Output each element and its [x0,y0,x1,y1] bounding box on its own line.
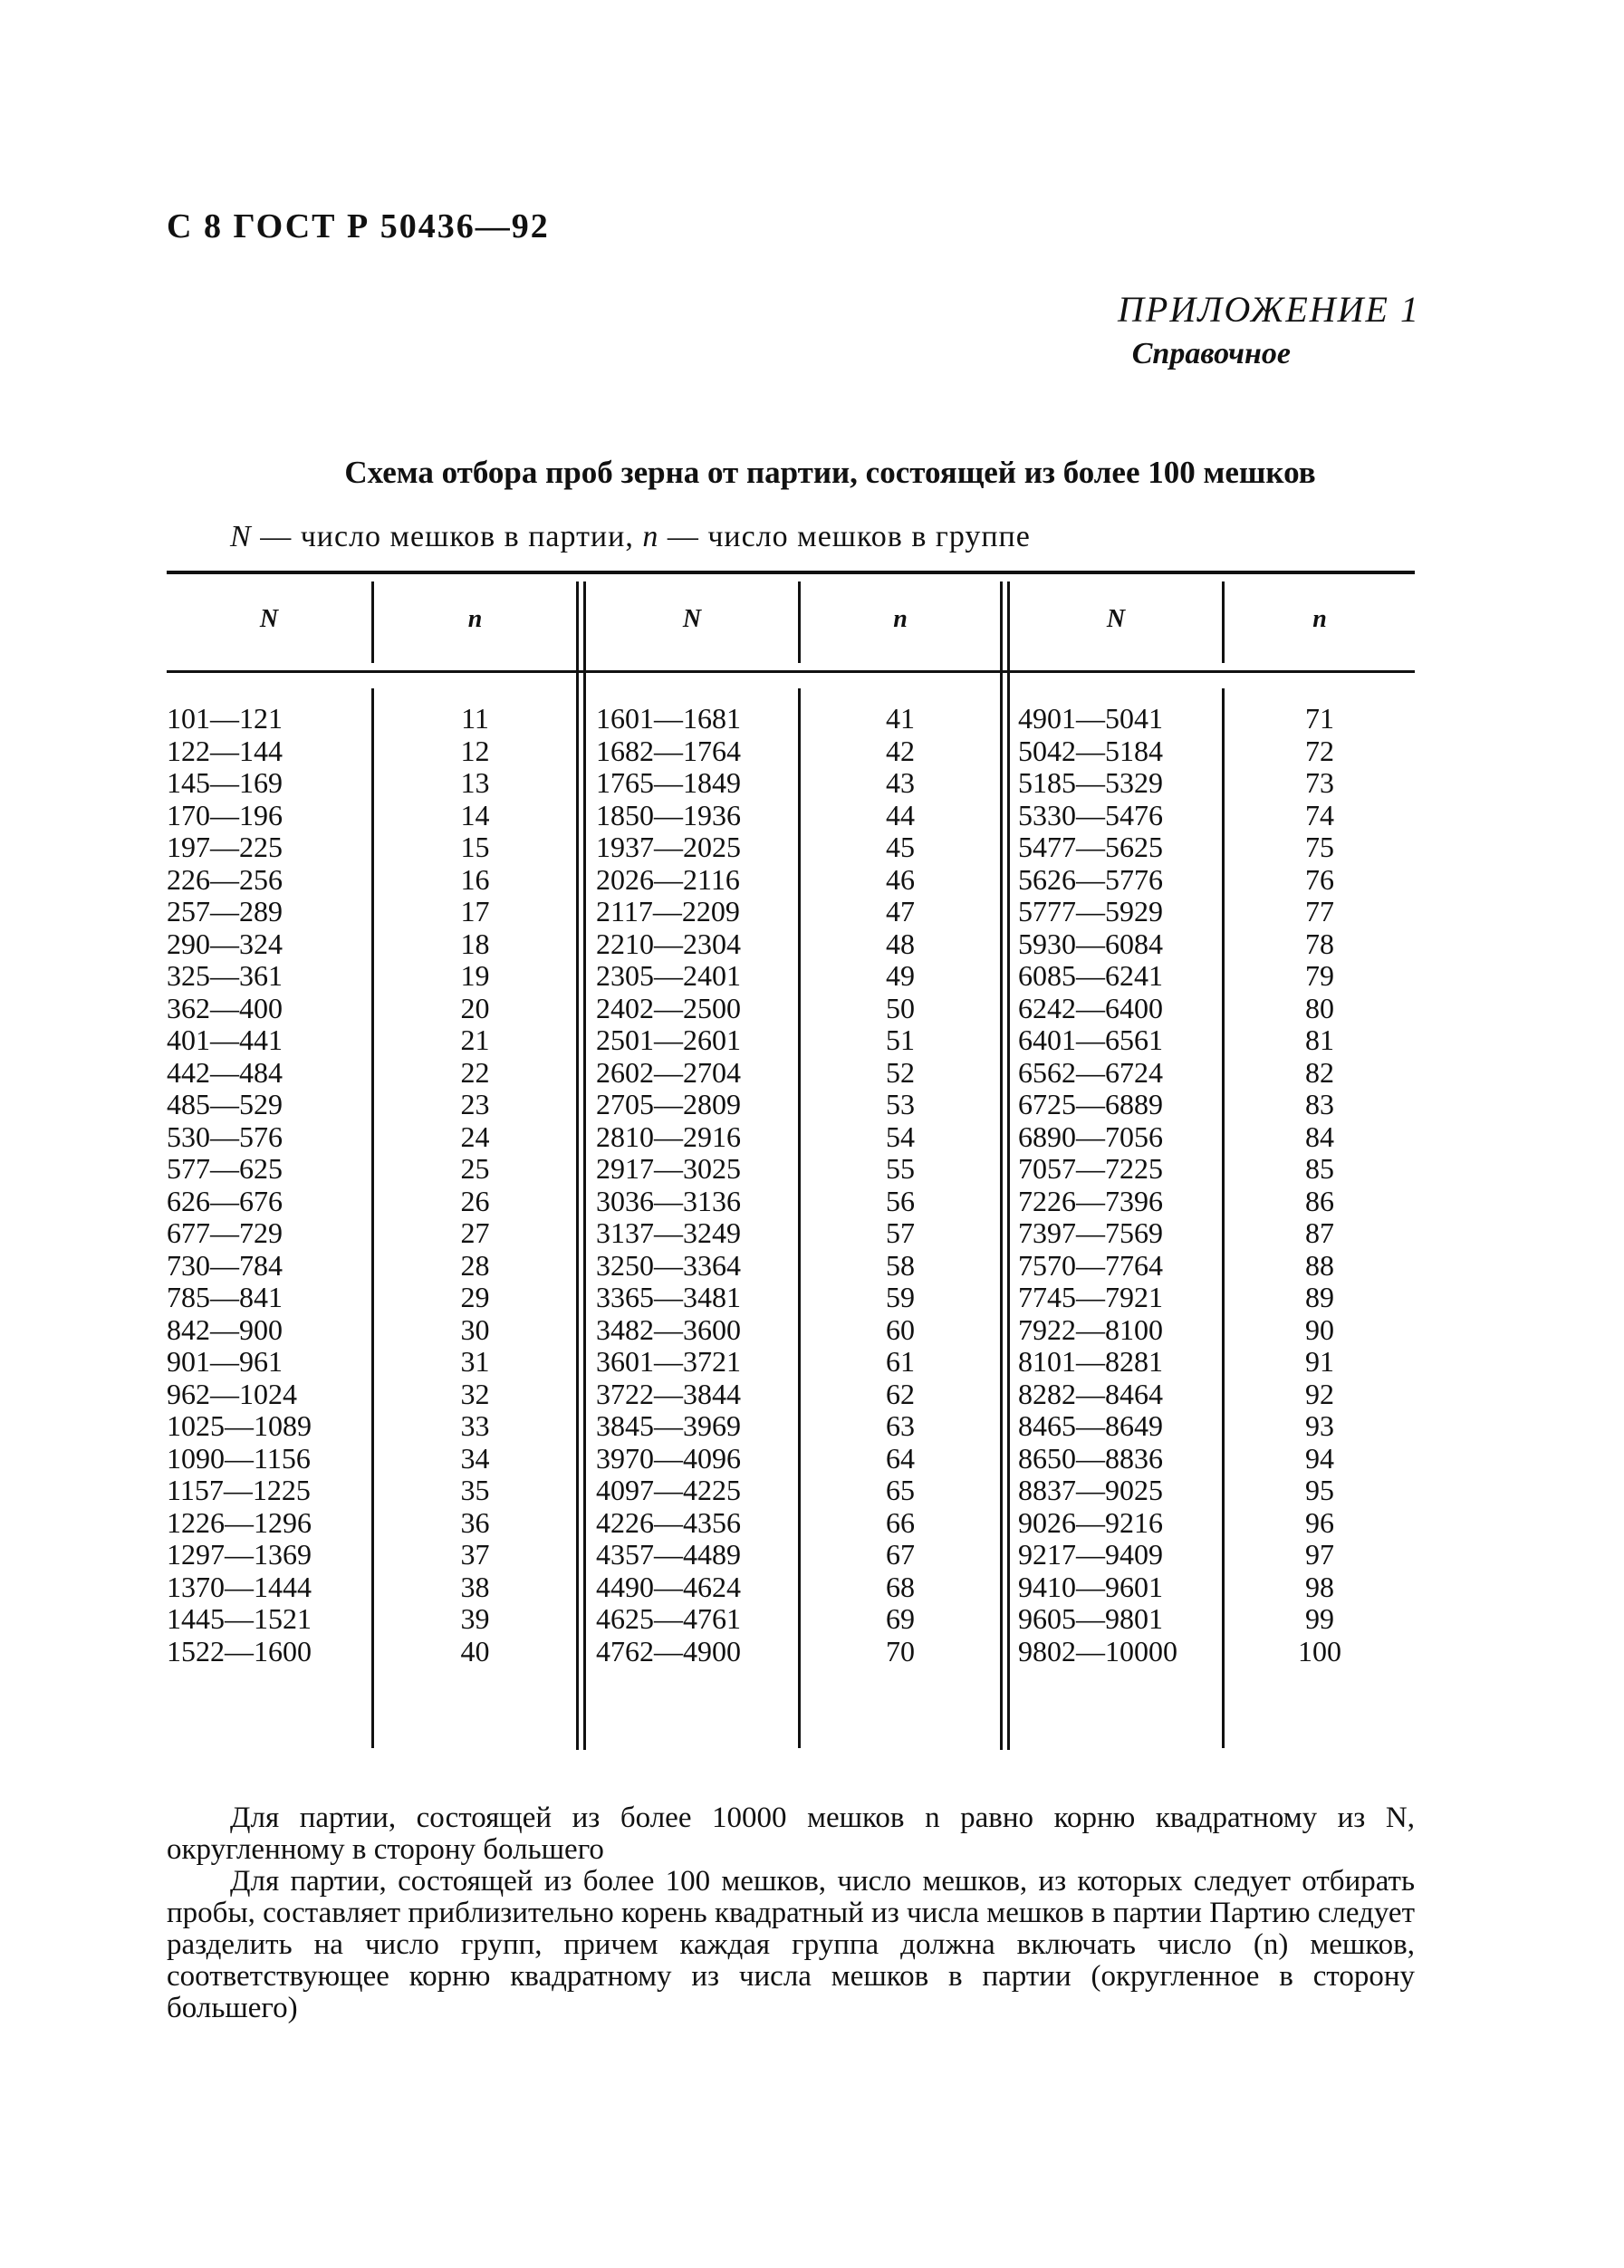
table-cell: 63 [886,1409,915,1442]
table-cell: 5042—5184 [1018,734,1163,767]
table-cell: 7057—7225 [1018,1152,1163,1185]
double-divider [576,581,579,1750]
table-cell: 96 [1305,1505,1334,1539]
table-cell: 46 [886,862,915,896]
table-cell: 3365—3481 [596,1281,741,1313]
table-cell: 8650—8836 [1018,1441,1163,1475]
appendix-title: ПРИЛОЖЕНИЕ 1 [1118,289,1420,330]
table-legend [230,520,1031,554]
table-cell: 2117—2209 [596,895,740,927]
table-cell: 1445—1521 [167,1602,312,1635]
page-header: С 8 ГОСТ Р 50436—92 [167,207,550,245]
table-cell: 2402—2500 [596,991,741,1024]
header-n-3: n [1312,605,1327,633]
table-cell: 8101—8281 [1018,1345,1163,1378]
table-cell: 89 [1305,1281,1334,1313]
table-cell: 18 [460,927,490,960]
table-cell: 3482—3600 [596,1312,741,1346]
table-cell: 530—576 [167,1120,283,1153]
table-cell: 41 [886,702,915,735]
table-cell: 19 [460,959,490,992]
table-cell: 3845—3969 [596,1409,741,1442]
table-cell: 785—841 [167,1281,283,1313]
table-cell: 80 [1305,991,1334,1024]
table-cell: 42 [886,734,915,767]
table-cell: 79 [1305,959,1334,992]
table-cell: 6562—6724 [1018,1055,1163,1089]
table-cell: 2602—2704 [596,1055,741,1089]
table-cell: 5330—5476 [1018,798,1163,831]
table-cell: 9410—9601 [1018,1570,1163,1603]
table-cell: 13 [460,766,490,799]
table-cell: 9605—9801 [1018,1602,1163,1635]
table-cell: 94 [1305,1441,1334,1475]
header-n-2: n [893,605,908,633]
table-cell: 5185—5329 [1018,766,1163,799]
table-cell: 99 [1305,1602,1334,1635]
sampling-table [167,571,1415,1754]
table-cell: 1937—2025 [596,831,741,863]
table-cell: 4357—4489 [596,1538,741,1571]
table-cell: 69 [886,1602,915,1635]
table-cell: 4097—4225 [596,1474,741,1506]
table-cell: 101—121 [167,702,283,735]
table-cell: 6401—6561 [1018,1023,1163,1056]
header-N-2: N [682,605,702,633]
table-cell: 92 [1305,1377,1334,1410]
table-cell: 44 [886,798,915,831]
table-cell: 1370—1444 [167,1570,312,1603]
appendix-subtitle: Справочное [1131,337,1291,370]
table-cell: 76 [1305,862,1334,896]
table-cell: 677—729 [167,1216,283,1249]
table-cell: 90 [1305,1312,1334,1346]
table-cell: 38 [460,1570,490,1603]
table-cell: 2305—2401 [596,959,741,992]
table-cell: 4490—4624 [596,1570,741,1603]
table-cell: 6242—6400 [1018,991,1163,1024]
table-cell: 93 [1305,1409,1334,1442]
legend-symbol-n: n [642,520,659,553]
table-cell: 1850—1936 [596,798,741,831]
table-cell: 145—169 [167,766,283,799]
table-cell: 1765—1849 [596,766,741,799]
table-cell: 49 [886,959,915,992]
table-cell: 22 [460,1055,490,1089]
table-cell: 39 [460,1602,490,1635]
table-cell: 8465—8649 [1018,1409,1163,1442]
table-cell: 40 [460,1634,490,1667]
table-cell: 7922—8100 [1018,1312,1163,1346]
table-cell: 7570—7764 [1018,1248,1163,1282]
table-cell: 325—361 [167,959,283,992]
table-cell: 3036—3136 [596,1184,741,1217]
table-cell: 485—529 [167,1088,283,1120]
table-title: Схема отбора проб зерна от партии, состоящей из более 100 мешков [344,455,1316,490]
table-cell: 1522—1600 [167,1634,312,1667]
table-cell: 86 [1305,1184,1334,1217]
table-cell: 6085—6241 [1018,959,1163,992]
table-cell: 3137—3249 [596,1216,741,1249]
table-cell: 98 [1305,1570,1334,1603]
table-cell: 2501—2601 [596,1023,741,1056]
table-cell: 72 [1305,734,1334,767]
table-cell: 5477—5625 [1018,831,1163,863]
table-cell: 60 [886,1312,915,1346]
table-cell: 14 [460,798,490,831]
double-divider [1000,581,1003,1750]
table-cell: 37 [460,1538,490,1571]
table-cell: 51 [886,1023,915,1056]
table-cell: 73 [1305,766,1334,799]
table-cell: 5626—5776 [1018,862,1163,896]
column-n-3 [1225,703,1415,1667]
table-cell: 3601—3721 [596,1345,741,1378]
column-n-2 [801,703,1000,1667]
table-cell: 11 [461,702,489,735]
table-cell: 52 [886,1055,915,1089]
table-cell: 100 [1298,1634,1341,1667]
table-cell: 91 [1305,1345,1334,1378]
header-N-1: N [259,605,279,633]
table-cell: 64 [886,1441,915,1475]
table-cell: 1025—1089 [167,1409,312,1442]
table-cell: 1601—1681 [596,702,741,735]
table-cell: 43 [886,766,915,799]
table-cell: 962—1024 [167,1377,297,1410]
table-cell: 59 [886,1281,915,1313]
table-cell: 4901—5041 [1018,702,1163,735]
table-cell: 1297—1369 [167,1538,312,1571]
notes [167,1802,1415,2024]
table-cell: 68 [886,1570,915,1603]
header-N-3: N [1106,605,1126,633]
legend-text-n: — число мешков в группе [667,520,1031,553]
table-cell: 33 [460,1409,490,1442]
table-cell: 577—625 [167,1152,283,1185]
table-cell: 15 [460,831,490,863]
table-cell: 83 [1305,1088,1334,1120]
table-cell: 82 [1305,1055,1334,1089]
table-cell: 16 [460,862,490,896]
table-cell: 257—289 [167,895,283,927]
table-cell: 226—256 [167,862,283,896]
table-cell: 17 [460,895,490,927]
table-cell: 35 [460,1474,490,1506]
table-cell: 67 [886,1538,915,1571]
table-cell: 34 [460,1441,490,1475]
table-cell: 28 [460,1248,490,1282]
table-cell: 2026—2116 [596,862,740,896]
table-cell: 2210—2304 [596,927,741,960]
table-cell: 5930—6084 [1018,927,1163,960]
table-cell: 2810—2916 [596,1120,741,1153]
table-cell: 23 [460,1088,490,1120]
table-cell: 97 [1305,1538,1334,1571]
table-cell: 66 [886,1505,915,1539]
table-cell: 27 [460,1216,490,1249]
table-cell: 2705—2809 [596,1088,741,1120]
table-cell: 4762—4900 [596,1634,741,1667]
table-cell: 36 [460,1505,490,1539]
table-cell: 8837—9025 [1018,1474,1163,1506]
table-cell: 842—900 [167,1312,283,1346]
table-cell: 442—484 [167,1055,283,1089]
table-cell: 362—400 [167,991,283,1024]
table-cell: 45 [886,831,915,863]
legend-text-N: — число мешков в партии, [260,520,634,553]
table-cell: 197—225 [167,831,283,863]
table-cell: 12 [460,734,490,767]
legend-symbol-N: N [230,520,252,553]
table-cell: 55 [886,1152,915,1185]
table-cell: 50 [886,991,915,1024]
table-cell: 32 [460,1377,490,1410]
table-cell: 47 [886,895,915,927]
table-cell: 170—196 [167,798,283,831]
table-cell: 20 [460,991,490,1024]
table-cell: 62 [886,1377,915,1410]
column-N-3 [1018,703,1219,1667]
double-divider [1007,581,1010,1750]
table-cell: 9026—9216 [1018,1505,1163,1539]
table-cell: 1682—1764 [596,734,741,767]
table-cell: 626—676 [167,1184,283,1217]
table-cell: 5777—5929 [1018,895,1163,927]
table-cell: 30 [460,1312,490,1346]
table-cell: 54 [886,1120,915,1153]
table-cell: 122—144 [167,734,283,767]
table-cell: 85 [1305,1152,1334,1185]
table-header-rule [167,670,1415,673]
table-cell: 48 [886,927,915,960]
header-n-1: n [467,605,483,633]
table-cell: 31 [460,1345,490,1378]
table-top-rule [167,571,1415,574]
table-cell: 1157—1225 [167,1474,311,1506]
table-cell: 21 [460,1023,490,1056]
table-cell: 61 [886,1345,915,1378]
table-cell: 6725—6889 [1018,1088,1163,1120]
table-cell: 95 [1305,1474,1334,1506]
table-cell: 730—784 [167,1248,283,1282]
column-N-1 [167,703,366,1667]
column-N-2 [596,703,795,1667]
table-cell: 29 [460,1281,490,1313]
table-cell: 74 [1305,798,1334,831]
table-cell: 77 [1305,895,1334,927]
table-cell: 65 [886,1474,915,1506]
table-cell: 53 [886,1088,915,1120]
note-paragraph-1: Для партии, состоящей из более 10000 мешков n равно корню квадратному из N, округленному в сторону большего [167,1802,1415,1866]
table-cell: 4625—4761 [596,1602,741,1635]
table-cell: 81 [1305,1023,1334,1056]
table-cell: 3970—4096 [596,1441,741,1475]
table-cell: 58 [886,1248,915,1282]
table-cell: 9802—10000 [1018,1634,1177,1667]
table-cell: 56 [886,1184,915,1217]
double-divider [583,581,586,1750]
table-cell: 26 [460,1184,490,1217]
table-cell: 901—961 [167,1345,283,1378]
table-cell: 84 [1305,1120,1334,1153]
table-cell: 3250—3364 [596,1248,741,1282]
table-cell: 88 [1305,1248,1334,1282]
table-cell: 87 [1305,1216,1334,1249]
table-cell: 6890—7056 [1018,1120,1163,1153]
table-cell: 57 [886,1216,915,1249]
table-cell: 75 [1305,831,1334,863]
table-cell: 78 [1305,927,1334,960]
table-cell: 401—441 [167,1023,283,1056]
table-cell: 7397—7569 [1018,1216,1163,1249]
table-cell: 70 [886,1634,915,1667]
table-cell: 25 [460,1152,490,1185]
table-cell: 71 [1305,702,1334,735]
table-cell: 24 [460,1120,490,1153]
table-cell: 3722—3844 [596,1377,741,1410]
table-cell: 4226—4356 [596,1505,741,1539]
table-cell: 1226—1296 [167,1505,312,1539]
table-cell: 1090—1156 [167,1441,311,1475]
table-cell: 2917—3025 [596,1152,741,1185]
column-n-1 [374,703,576,1667]
table-cell: 7745—7921 [1018,1281,1163,1313]
table-cell: 9217—9409 [1018,1538,1163,1571]
table-cell: 7226—7396 [1018,1184,1163,1217]
note-paragraph-2: Для партии, состоящей из более 100 мешков, число мешков, из которых следует отбирать пробы, составляет приблизительно корень квадратный из числа мешков в партии Партию следует разделить на число групп, причем каждая группа должна включать число (n) мешков, соответствующее корню квадратному из числа мешков в партии (округленное в сторону большего) [167,1865,1415,2024]
table-cell: 290—324 [167,927,283,960]
table-cell: 8282—8464 [1018,1377,1163,1410]
